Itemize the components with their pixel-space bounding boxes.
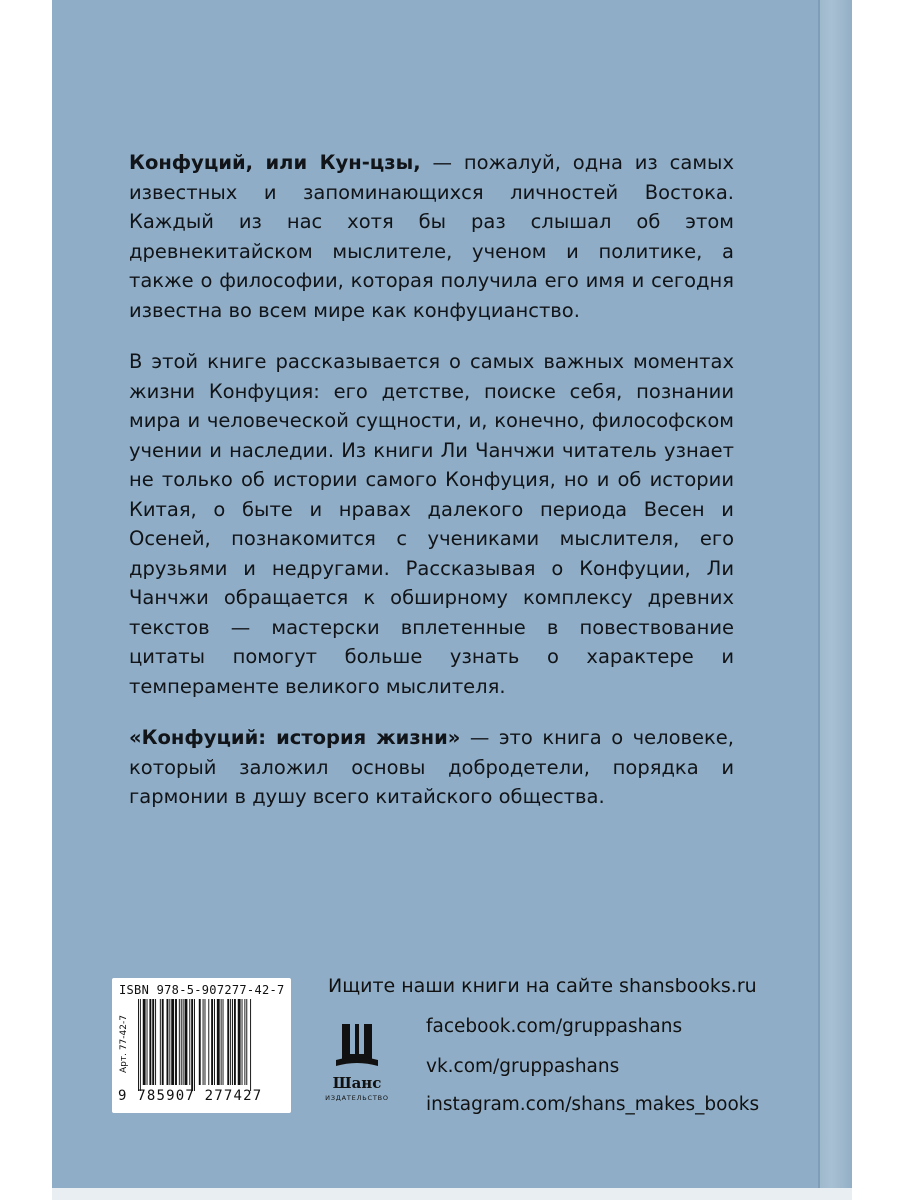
blurb-lead-name: Конфуций, или Кун-цзы,	[129, 151, 421, 174]
barcode-label	[112, 978, 291, 1113]
blurb-paragraph-1-text: — пожалуй, одна из самых известных и запоминающихся личностей Востока. Каждый из нас хотя бы раз слышал об этом древнекитайском мыслителе, ученом и политике, а также о философии, которая получила его имя и сегодня известна во всем мире как конфуцианство.	[129, 151, 734, 322]
blurb-paragraph-3	[129, 723, 734, 812]
vk-link[interactable]: vk.com/gruppashans	[426, 1056, 620, 1077]
book-logo-icon	[322, 1020, 392, 1072]
blurb-paragraph-1	[129, 148, 734, 325]
instagram-link[interactable]: instagram.com/shans_makes_books	[426, 1094, 760, 1115]
publisher-name: Шанс	[332, 1074, 382, 1092]
isbn-number: ISBN 978-5-907277-42-7	[119, 983, 285, 997]
article-number: Арт. 77-42-7	[119, 1015, 129, 1073]
website-line[interactable]: Ищите наши книги на сайте shansbooks.ru	[328, 975, 757, 997]
facebook-link[interactable]: facebook.com/gruppashans	[426, 1016, 683, 1037]
barcode-digits: 9 785907 277427	[118, 1088, 263, 1104]
blurb-book-title: «Конфуций: история жизни»	[129, 726, 461, 749]
blurb-paragraph-2: В этой книге рассказывается о самых важных моментах жизни Конфуция: его детстве, поиске себя, познании мира и человеческой сущности, и, конечно, философском учении и наследии. Из книги Ли Чанчжи читатель узнает не только об истории самого Конфуция, но и об истории Китая, о быте и нравах далекого периода Весен и Осеней, познакомится с учениками мыслителя, его друзьями и недругами. Рассказывая о Конфуции, Ли Чанчжи обращается к обширному комплексу древних текстов — мастерски вплетенные в повествование цитаты помогут больше узнать о характере и темпераменте великого мыслителя.	[129, 350, 734, 698]
cover-bottom-edge	[52, 1188, 852, 1200]
spine-edge	[818, 0, 852, 1200]
publisher-subtitle: ИЗДАТЕЛЬСТВО	[325, 1094, 389, 1102]
blurb-paragraph-3-text: — это книга о человеке, который заложил основы добродетели, порядка и гармонии в душу всего китайского общества.	[129, 726, 734, 808]
publisher-logo	[322, 1020, 392, 1120]
barcode-icon	[136, 999, 286, 1091]
blurb-text	[129, 148, 734, 834]
